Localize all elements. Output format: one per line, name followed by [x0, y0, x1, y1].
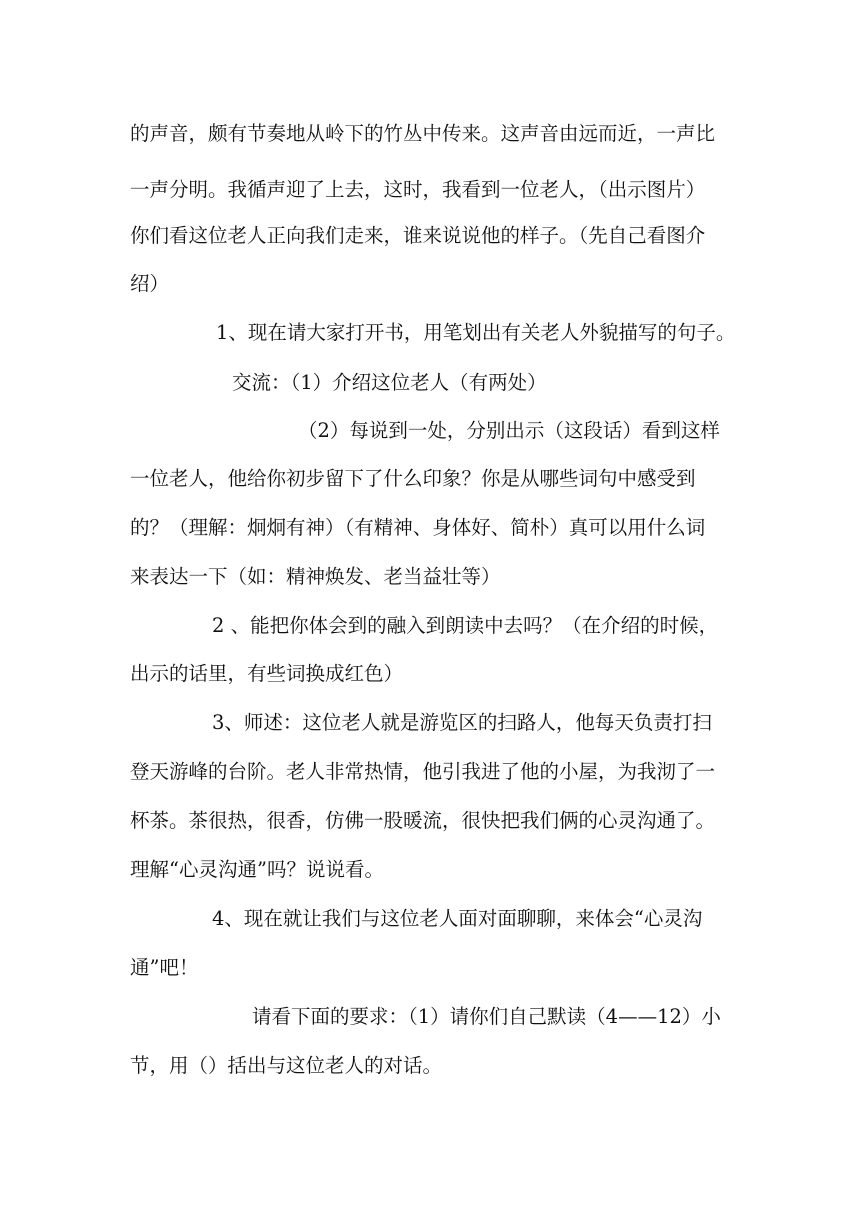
text-line: 的声音，颇有节奏地从岭下的竹丛中传来。这声音由远而近，一声比: [130, 122, 716, 145]
text-line: 理解“心灵沟通”吗？说说看。: [130, 858, 384, 881]
text-line: 2 、能把你体会到的融入到朗读中去吗？（在介绍的时候，: [212, 614, 719, 637]
text-line: 一声分明。我循声迎了上去，这时，我看到一位老人，（出示图片）: [130, 178, 706, 201]
text-line: 节，用（）括出与这位老人的对话。: [130, 1054, 443, 1077]
text-line: 通”吧！: [130, 956, 199, 979]
text-line: 绍）: [130, 272, 170, 295]
text-line: 一位老人，他给你初步留下了什么印象？你是从哪些词句中感受到: [130, 467, 696, 490]
text-line: 3、师述：这位老人就是游览区的扫路人，他每天负责打扫: [212, 711, 712, 734]
text-line: 来表达一下（如：精神焕发、老当益壮等）: [130, 565, 501, 588]
text-line: 你们看这位老人正向我们走来，谁来说说他的样子。（先自己看图介: [130, 224, 706, 247]
text-line: 出示的话里，有些词换成红色）: [130, 662, 404, 685]
text-line: 请看下面的要求：（1）请你们自己默读（4——12）小: [252, 1005, 721, 1028]
text-line: 登天游峰的台阶。老人非常热情，他引我进了他的小屋，为我沏了一: [130, 760, 716, 783]
text-line: 交流：（1）介绍这位老人（有两处）: [232, 371, 547, 394]
text-line: 杯茶。茶很热，很香，仿佛一股暖流，很快把我们俩的心灵沟通了。: [130, 809, 716, 832]
text-line: （2）每说到一处，分别出示（这段话）看到这样: [298, 419, 720, 442]
text-line: 的？（理解：炯炯有神）（有精神、身体好、简朴）真可以用什么词: [130, 516, 706, 539]
text-line: 4、现在就让我们与这位老人面对面聊聊，来体会“心灵沟: [212, 907, 703, 930]
text-line: 1、现在请大家打开书，用笔划出有关老人外貌描写的句子。: [216, 321, 736, 344]
